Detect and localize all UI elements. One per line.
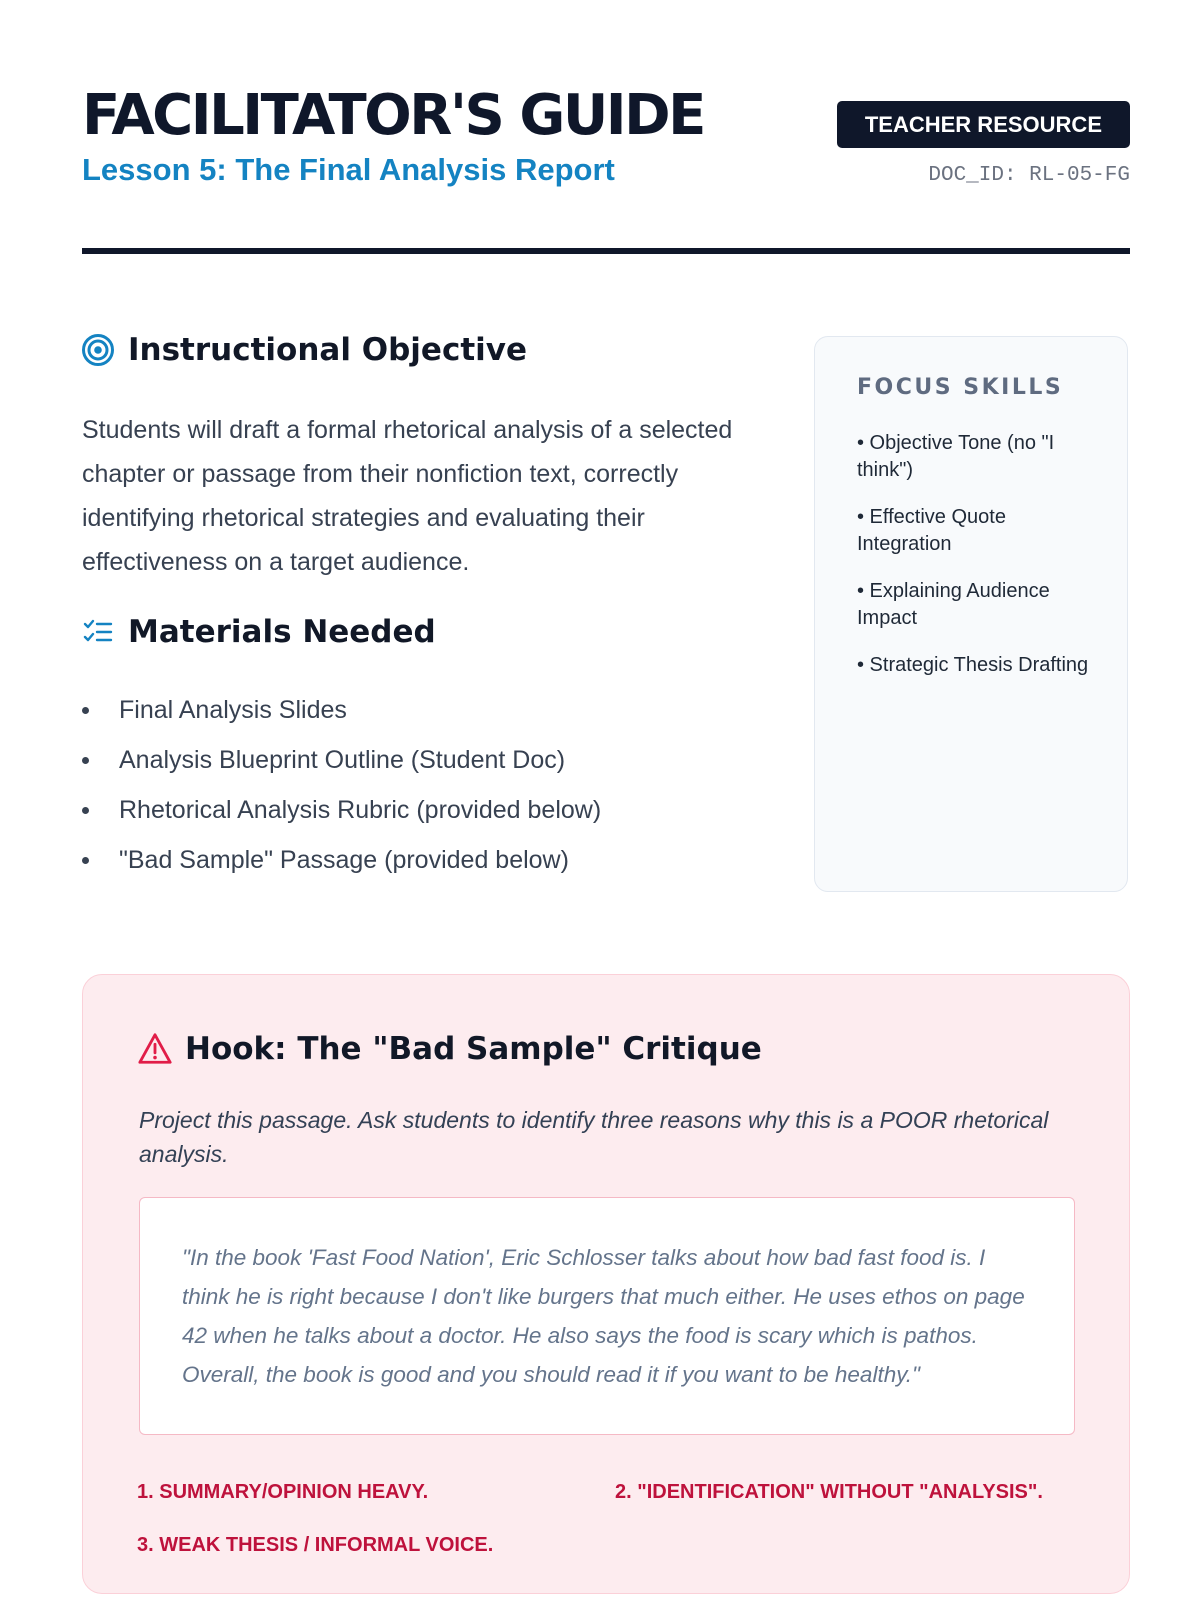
lesson-subtitle: Lesson 5: The Final Analysis Report	[82, 152, 615, 187]
objective-text: Students will draft a formal rhetorical analysis of a selected chapter or passage from their nonfiction text, correctly identifying rhetorical strategies and evaluating their effectiveness on a target audience.	[82, 416, 733, 576]
skill-item: • Effective Quote Integration	[857, 506, 1006, 555]
hook-heading: Hook: The "Bad Sample" Critique	[185, 1031, 762, 1067]
materials-list	[82, 695, 601, 895]
document-title: FACILITATOR'S GUIDE	[82, 83, 704, 148]
focus-skills-card	[814, 336, 1128, 892]
list-item: Analysis Blueprint Outline (Student Doc)	[82, 745, 601, 795]
list-item: Rhetorical Analysis Rubric (provided below)	[82, 795, 601, 845]
skill-item: • Objective Tone (no "I think")	[857, 432, 1055, 481]
critique-point: 3. WEAK THESIS / INFORMAL VOICE.	[137, 1534, 494, 1556]
critique-point: 1. SUMMARY/OPINION HEAVY.	[137, 1481, 429, 1503]
hook-heading-row	[137, 1031, 762, 1067]
materials-heading-row	[80, 614, 436, 650]
checklist-icon	[80, 614, 116, 650]
materials-heading: Materials Needed	[128, 614, 436, 650]
focus-skills-list	[857, 430, 1099, 679]
teacher-resource-badge: TEACHER RESOURCE	[837, 101, 1130, 148]
focus-skills-title: FOCUS SKILLS	[857, 375, 1064, 400]
hook-instruction: Project this passage. Ask students to identify three reasons why this is a POOR rhetorical analysis.	[139, 1107, 1049, 1167]
list-item: "Bad Sample" Passage (provided below)	[82, 845, 601, 895]
bad-sample-passage: "In the book 'Fast Food Nation', Eric Schlosser talks about how bad fast food is. I think he is right because I don't like burgers that much either. He uses ethos on page 42 when he talks about a doctor. He also says the food is scary which is pathos. Overall, the book is good and you should read it if you want to be healthy."	[182, 1245, 1025, 1387]
bad-sample-box	[139, 1197, 1075, 1435]
target-icon	[80, 332, 116, 368]
hook-section	[82, 974, 1130, 1594]
list-item: Final Analysis Slides	[82, 695, 601, 745]
objective-heading: Instructional Objective	[128, 332, 528, 368]
document-id: DOC_ID: RL-05-FG	[928, 164, 1130, 187]
document-header	[82, 80, 1130, 260]
critique-point: 2. "IDENTIFICATION" WITHOUT "ANALYSIS".	[615, 1481, 1043, 1503]
skill-item: • Strategic Thesis Drafting	[857, 654, 1089, 676]
objective-heading-row	[80, 332, 527, 368]
warning-icon	[137, 1031, 173, 1067]
header-divider	[82, 248, 1130, 254]
skill-item: • Explaining Audience Impact	[857, 580, 1050, 629]
